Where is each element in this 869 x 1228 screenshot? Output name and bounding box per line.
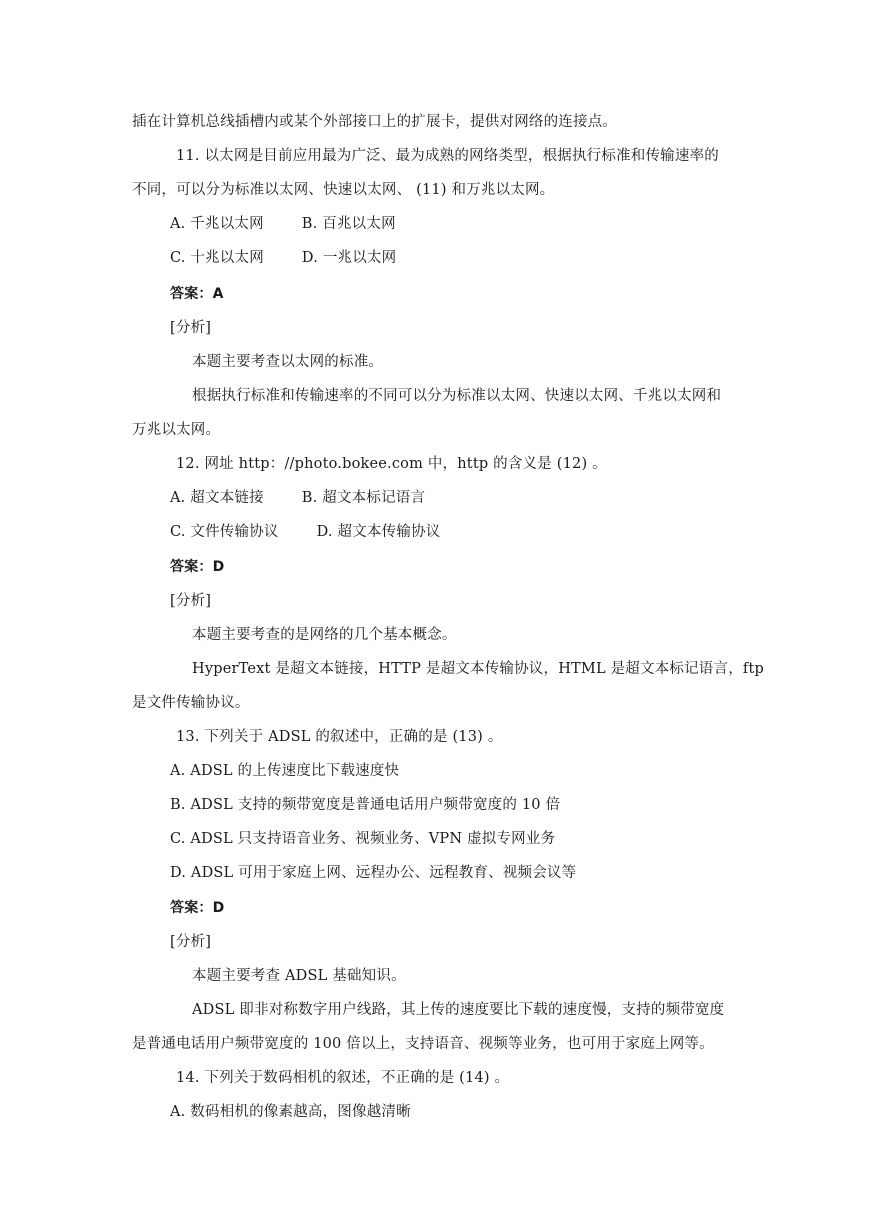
analysis-text: HyperText 是超文本链接，HTTP 是超文本传输协议，HTML 是超文本标记语言，ftp: [192, 661, 764, 677]
answer-label: 答案：A: [170, 286, 224, 302]
analysis-text: ADSL 即非对称数字用户线路，其上传的速度要比下载的速度慢，支持的频带宽度: [192, 1002, 725, 1018]
analysis-text: 是普通电话用户频带宽度的 100 倍以上，支持语音、视频等业务，也可用于家庭上网等。: [132, 1036, 714, 1052]
analysis-label: [分析]: [170, 320, 212, 336]
answer-label: 答案：D: [170, 559, 225, 575]
analysis-text: 是文件传输协议。: [132, 695, 250, 711]
analysis-text: 万兆以太网。: [132, 422, 221, 438]
option-a: A. 数码相机的像素越高，图像越清晰: [170, 1104, 411, 1120]
question-12-options-row-2: [170, 522, 440, 542]
paragraph-line: 插在计算机总线插槽内或某个外部接口上的扩展卡，提供对网络的连接点。: [132, 114, 618, 130]
analysis-text: 本题主要考查以太网的标准。: [192, 354, 384, 370]
question-12-options-row-1: [170, 488, 425, 508]
option-d: D. ADSL 可用于家庭上网、远程办公、远程教育、视频会议等: [170, 865, 577, 881]
option-a: A. 千兆以太网: [170, 216, 264, 232]
question-11-text-cont: 不同，可以分为标准以太网、快速以太网、 (11) 和万兆以太网。: [132, 182, 555, 198]
analysis-text: 本题主要考查的是网络的几个基本概念。: [192, 627, 457, 643]
question-13-text: 13. 下列关于 ADSL 的叙述中，正确的是 (13) 。: [176, 729, 503, 745]
analysis-text: 根据执行标准和传输速率的不同可以分为标准以太网、快速以太网、千兆以太网和: [192, 388, 722, 404]
option-d: D. 一兆以太网: [301, 250, 397, 266]
option-c: C. 十兆以太网: [170, 250, 264, 266]
question-11-options-row-2: [170, 248, 396, 268]
question-11-options-row-1: [170, 214, 396, 234]
analysis-label: [分析]: [170, 593, 212, 609]
question-12-text: 12. 网址 http：//photo.bokee.com 中，http 的含义是 (12) 。: [176, 456, 607, 472]
option-b: B. 百兆以太网: [301, 216, 396, 232]
analysis-label: [分析]: [170, 934, 212, 950]
option-a: A. 超文本链接: [170, 490, 264, 506]
option-a: A. ADSL 的上传速度比下载速度快: [170, 763, 400, 779]
option-b: B. ADSL 支持的频带宽度是普通电话用户频带宽度的 10 倍: [170, 797, 561, 813]
option-d: D. 超文本传输协议: [316, 524, 441, 540]
question-14-text: 14. 下列关于数码相机的叙述，不正确的是 (14) 。: [176, 1070, 510, 1086]
question-11-text: 11. 以太网是目前应用最为广泛、最为成熟的网络类型，根据执行标准和传输速率的: [176, 148, 719, 164]
answer-label: 答案：D: [170, 900, 225, 916]
option-c: C. 文件传输协议: [170, 524, 279, 540]
option-b: B. 超文本标记语言: [301, 490, 426, 506]
option-c: C. ADSL 只支持语音业务、视频业务、VPN 虚拟专网业务: [170, 831, 556, 847]
analysis-text: 本题主要考查 ADSL 基础知识。: [192, 968, 406, 984]
